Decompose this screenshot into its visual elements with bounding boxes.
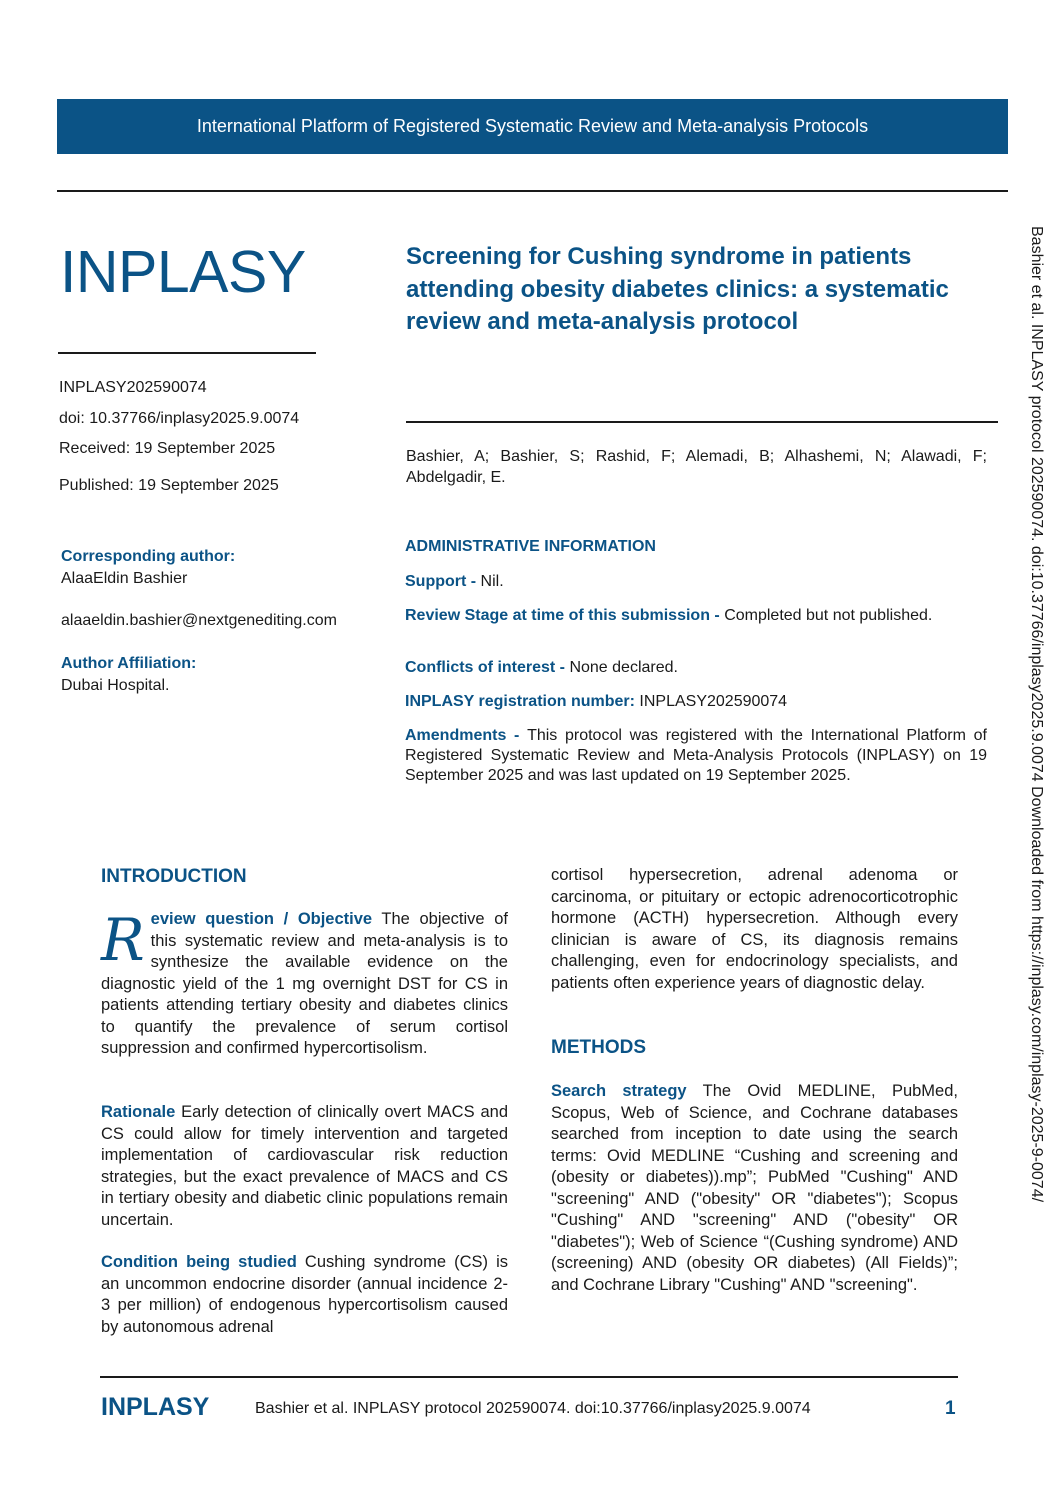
page-title: Screening for Cushing syndrome in patients attending obesity diabetes clinics: a systematic review and meta-analysis protocol	[406, 243, 949, 335]
top-divider	[57, 190, 1008, 192]
admin-review-stage: Review Stage at time of this submission - Completed but not published.	[405, 607, 933, 624]
banner-text: International Platform of Registered Systematic Review and Meta-analysis Protocols	[196, 116, 869, 136]
footer-divider	[100, 1376, 958, 1378]
admin-amendments: Amendments - This protocol was registered with the International Platform of Registered Systematic Review and Meta-Analysis Protocols (INPLASY) on 19 September 2025 and was last updated on 19 September 2025.	[405, 727, 987, 784]
affiliation-label: Author Affiliation:	[61, 655, 197, 672]
rationale-paragraph: Rationale Early detection of clinically overt MACS and CS could allow for timely intervention and targeted implementation of cardiovascular risk reduction strategies, but the exact prevalence of MACS and CS in tertiary obesity and diabetic clinic populations remain uncertain.	[101, 1103, 508, 1229]
header-banner	[57, 99, 1008, 154]
logo-divider	[58, 352, 316, 354]
corresponding-author-label: Corresponding author:	[61, 548, 236, 565]
admin-support: Support - Nil.	[405, 573, 504, 590]
admin-heading: ADMINISTRATIVE INFORMATION	[405, 538, 656, 555]
inplasy-logo: INPLASY	[60, 239, 306, 305]
title-divider	[406, 421, 998, 423]
footer-logo: INPLASY	[101, 1393, 210, 1421]
methods-heading: METHODS	[551, 1037, 646, 1058]
corresponding-author-name: AlaaEldin Bashier	[61, 570, 188, 587]
side-citation[interactable]: Bashier et al. INPLASY protocol 202590074. doi:10.37766/inplasy2025.9.0074 Downloaded from https://inplasy.com/inplasy-2025-9-0074/	[1028, 226, 1045, 1203]
author-email[interactable]: alaaeldin.bashier@nextgenediting.com	[61, 612, 337, 629]
search-strategy-paragraph: Search strategy The Ovid MEDLINE, PubMed, Scopus, Web of Science, and Cochrane databases searched from inception to date using the search terms: Ovid MEDLINE “Cushing and screening and (obesity or diabetes)).mp”; PubMed "Cushing" AND "screening" AND ("obesity" OR "diabetes"); Scopus "Cushing" AND "screening" AND ("obesity" OR "diabetes"); Web of Science “(Cushing syndrome) AND (screening) AND (obesity OR diabetes) (All Fields)”; and Cochrane Library "Cushing" AND "screening".	[551, 1082, 958, 1294]
author-list: Bashier, A; Bashier, S; Rashid, F; Alemadi, B; Alhashemi, N; Alawadi, F; Abdelgadir, E.	[406, 448, 987, 486]
affiliation-value: Dubai Hospital.	[61, 677, 170, 694]
footer-citation: Bashier et al. INPLASY protocol 202590074. doi:10.37766/inplasy2025.9.0074	[255, 1400, 811, 1417]
doi[interactable]: doi: 10.37766/inplasy2025.9.0074	[59, 410, 300, 427]
condition-paragraph-continued: cortisol hypersecretion, adrenal adenoma or carcinoma, or pituitary or ectopic adrenocorticotrophic hormone (ACTH) hypersecretion. Although every clinician is aware of CS, its diagnosis remains challenging, even for endocrinology specialists, and patients often experience years of diagnostic delay.	[551, 866, 958, 992]
admin-registration: INPLASY registration number: INPLASY202590074	[405, 693, 788, 710]
admin-conflicts: Conflicts of interest - None declared.	[405, 659, 678, 676]
page-number: 1	[945, 1398, 956, 1419]
protocol-id: INPLASY202590074	[59, 379, 207, 396]
review-question-paragraph: Review question / Objective The objective of this systematic review and meta-analysis is to synthesize the available evidence on the diagnostic yield of the 1 mg overnight DST for CS in patients attending tertiary obesity and diabetes clinics to quantify the prevalence of serum cortisol suppression and confirmed hypercortisolism.	[101, 906, 508, 1057]
introduction-heading: INTRODUCTION	[101, 866, 247, 887]
received-date: Received: 19 September 2025	[59, 440, 276, 457]
drop-cap: R	[101, 906, 145, 974]
published-date: Published: 19 September 2025	[59, 477, 279, 494]
condition-paragraph: Condition being studied Cushing syndrome (CS) is an uncommon endocrine disorder (annual incidence 2-3 per million) of endogenous hypercortisolism caused by autonomous adrenal	[101, 1253, 508, 1336]
